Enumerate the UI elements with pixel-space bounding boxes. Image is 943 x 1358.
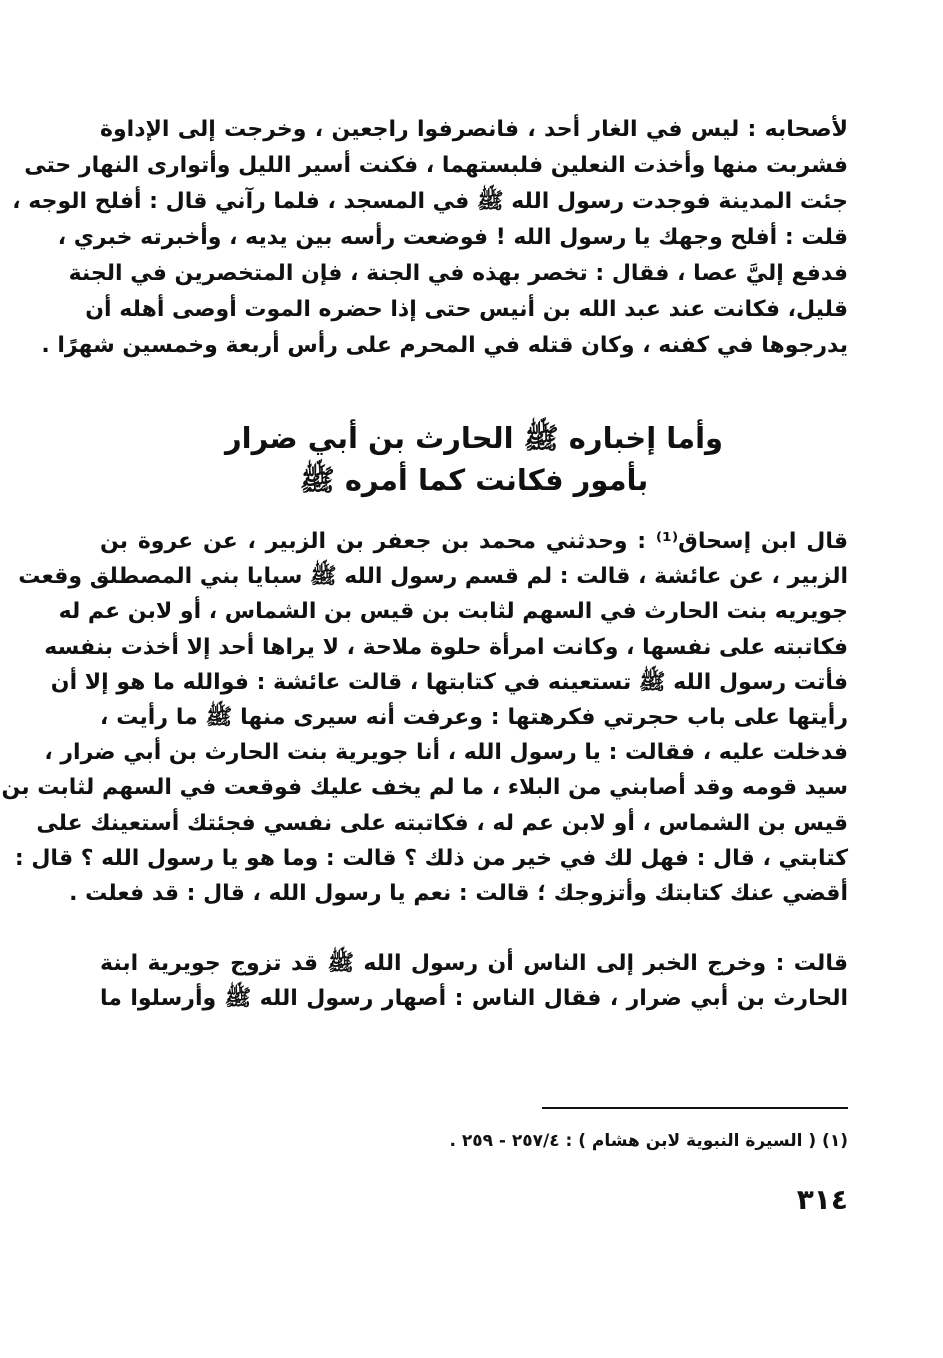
text-line: يدرجوها في كفنه ، وكان قتله في المحرم على رأس أربعة وخمسين شهرًا . [41,333,848,358]
text-line: لأصحابه : ليس في الغار أحد ، فانصرفوا راجعين ، وخرجت إلى الإداوة [100,117,848,142]
section-heading-line-1: وأما إخباره ﷺ الحارث بن أبي ضرار [224,421,724,455]
text-line: فكاتبته على نفسها ، وكانت امرأة حلوة ملاحة ، لا يراها أحد إلا أخذت بنفسه [44,634,848,660]
text-line: قال ابن إسحاق⁽¹⁾ : وحدثني محمد بن جعفر بن الزبير ، عن عروة بن [100,529,848,554]
text-line: فشربت منها وأخذت النعلين فلبستهما ، فكنت أسير الليل وأتوارى النهار حتى [24,153,848,178]
text-line: سيد قومه وقد أصابني من البلاء ، ما لم يخف عليك فوقعت في السهم لثابت بن [1,775,848,801]
text-line: فأتت رسول الله ﷺ تستعينه في كتابتها ، قالت عائشة : فوالله ما هو إلا أن [50,669,848,695]
text-line: الزبير ، عن عائشة ، قالت : لم قسم رسول الله ﷺ سبايا بني المصطلق وقعت [18,564,848,590]
text-line: قليل، فكانت عند عبد الله بن أنيس حتى إذا حضره الموت أوصى أهله أن [85,297,848,322]
section-heading-line-2: بأمور فكانت كما أمره ﷺ [299,463,649,497]
text-line: فدخلت عليه ، فقالت : يا رسول الله ، أنا جويرية بنت الحارث بن أبي ضرار ، [44,740,848,766]
text-line: قالت : وخرج الخبر إلى الناس أن رسول الله ﷺ قد تزوج جويرية ابنة [100,951,848,976]
paragraph-continued [100,946,848,1016]
paragraph-main [1,524,848,911]
text-line: فدفع إليَّ عصا ، فقال : تخصر بهذه في الجنة ، فإن المتخصرين في الجنة [68,261,848,286]
text-line: كتابتي ، قال : فهل لك في خير من ذلك ؟ قالت : وما هو يا رسول الله ؟ قال : [14,845,848,871]
text-line: جئت المدينة فوجدت رسول الله ﷺ في المسجد ، فلما رآني قال : أفلح الوجه ، [12,189,848,214]
text-line: الحارث بن أبي ضرار ، فقال الناس : أصهار رسول الله ﷺ وأرسلوا ما [100,986,848,1012]
paragraph-top [12,112,848,364]
text-line: قلت : أفلح وجهك يا رسول الله ! فوضعت رأسه بين يديه ، وأخبرته خبري ، [57,225,848,250]
page-number: ٣١٤ [796,1183,848,1216]
text-line: أقضي عنك كتابتك وأتزوجك ؛ قالت : نعم يا رسول الله ، قال : قد فعلت . [69,880,848,906]
footnote-divider [542,1107,848,1109]
text-line: جويريه بنت الحارث في السهم لثابت بن قيس بن الشماس ، أو لابن عم له [58,599,848,625]
text-line: رأيتها على باب حجرتي فكرهتها : وعرفت أنه سيرى منها ﷺ ما رأيت ، [100,704,848,730]
footnote: (١) ( السيرة النبوية لابن هشام ) : ٢٥٧/٤ - ٢٥٩ . [449,1131,848,1151]
text-line: قيس بن الشماس ، أو لابن عم له ، فكاتبته على نفسي فجئتك أستعينك على [36,810,848,836]
